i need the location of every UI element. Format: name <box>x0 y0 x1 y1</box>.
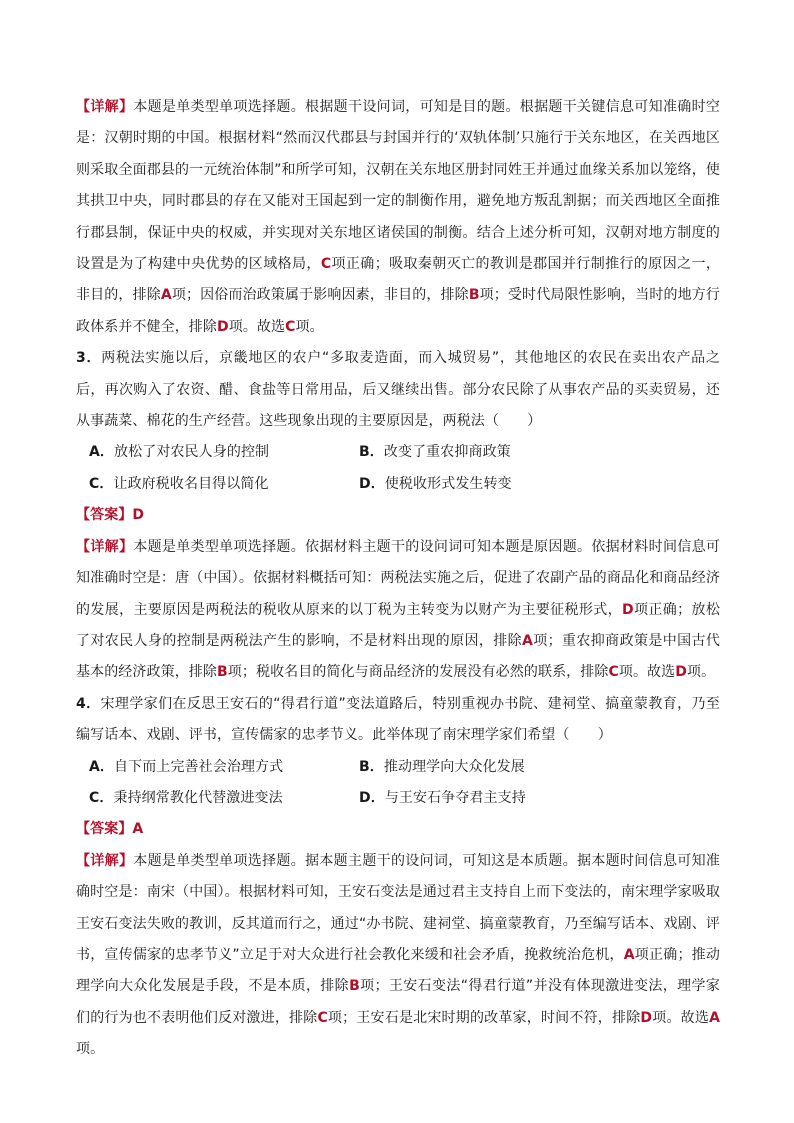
q4-option-c: C．秉持纲常教化代替激进变法 <box>89 789 283 806</box>
document-page <box>76 92 720 1066</box>
q4-answer: 【答案】A <box>76 821 144 838</box>
q3-option-a: A．放松了对农民人身的控制 <box>89 444 270 461</box>
detail-label: 【详解】 <box>76 99 134 115</box>
q3-number: 3． <box>76 350 102 367</box>
q4-option-d: D．与王安石争夺君主支持 <box>359 789 526 806</box>
q4-options-row-1 <box>76 752 720 783</box>
q3-answer: 【答案】D <box>76 507 145 524</box>
q3-stem: 3．两税法实施以后，京畿地区的农户“多取麦造面，而入城贸易”，其他地区的农民在卖出农产品之后，再次购入了农资、醋、食盐等日常用品，后又继续出售。部分农民除了从事农产品的买卖贸易，还从事蔬菜、棉花的生产经营。这些现象出现的主要原因是，两税法（ ） <box>76 350 720 430</box>
q2-detail: 【详解】本题是单类型单项选择题。根据题干设问词，可知是目的题。根据题干关键信息可知准确时空是：汉朝时期的中国。根据材料“然而汉代郡县与封国并行的‘双轨体制’只施行于关东地区，在关西地区则采取全面郡县的一元统治体制”和所学可知，汉朝在关东地区册封同姓王并通过血缘关系加以笼络，使其拱卫中央，同时郡县的存在又能对王国起到一定的制衡作用，避免地方叛乱割据；而关西地区全面推行郡县制，保证中央的权威，并实现对关东地区诸侯国的制衡。结合上述分析可知，汉朝对地方制度的设置是为了构建中央优势的区域格局，C项正确；吸取秦朝灭亡的教训是郡国并行制推行的原因之一，非目的，排除A项；因俗而治政策属于影响因素，非目的，排除B项；受时代局限性影响，当时的地方行政体系并不健全，排除D项。故选C项。 <box>76 99 720 335</box>
q4-number: 4． <box>76 695 101 712</box>
q3-option-d: D．使税收形式发生转变 <box>359 475 512 492</box>
q3-option-c: C．让政府税收名目得以简化 <box>89 475 269 492</box>
q4-stem: 4．宋理学家们在反思王安石的“得君行道”变法道路后，特别重视办书院、建祠堂、搞童蒙教育，乃至编写话本、戏剧、评书，宣传儒家的忠孝节义。此举体现了南宋理学家们希望（ ） <box>76 695 720 744</box>
q3-options-row-1 <box>76 437 720 468</box>
q4-options-row-2 <box>76 783 720 814</box>
q3-options-row-2 <box>76 469 720 500</box>
q3-option-b: B．改变了重农抑商政策 <box>359 444 511 461</box>
q4-option-a: A．自下而上完善社会治理方式 <box>89 758 284 775</box>
q4-option-b: B．推动理学向大众化发展 <box>359 758 525 775</box>
q4-detail: 【详解】本题是单类型单项选择题。据本题主题干的设问词，可知这是本质题。据本题时间信息可知准确时空是：南宋（中国）。根据材料可知，王安石变法是通过君主支持自上而下变法的，南宋理学家吸取王安石变法失败的教训，反其道而行之，通过“办书院、建祠堂、搞童蒙教育，乃至编写话本、戏剧、评书，宣传儒家的忠孝节义”立足于对大众进行社会教化来缓和社会矛盾，挽救统治危机，A项正确；推动理学向大众化发展是手段，不是本质，排除B项；王安石变法“得君行道”并没有体现激进变法，理学家们的行为也不表明他们反对激进，排除C项；王安石是北宋时期的改革家，时间不符，排除D项。故选A项。 <box>76 852 720 1058</box>
q3-detail: 【详解】本题是单类型单项选择题。依据材料主题干的设问词可知本题是原因题。依据材料时间信息可知准确时空是：唐（中国）。依据材料概括可知：两税法实施之后，促进了农副产品的商品化和商品经济的发展，主要原因是两税法的税收从原来的以丁税为主转变为以财产为主要征税形式，D项正确；放松了对农民人身的控制是两税法产生的影响，不是材料出现的原因，排除A项；重农抑商政策是中国古代基本的经济政策，排除B项；税收名目的简化与商品经济的发展没有必然的联系，排除C项。故选D项。 <box>76 538 720 681</box>
